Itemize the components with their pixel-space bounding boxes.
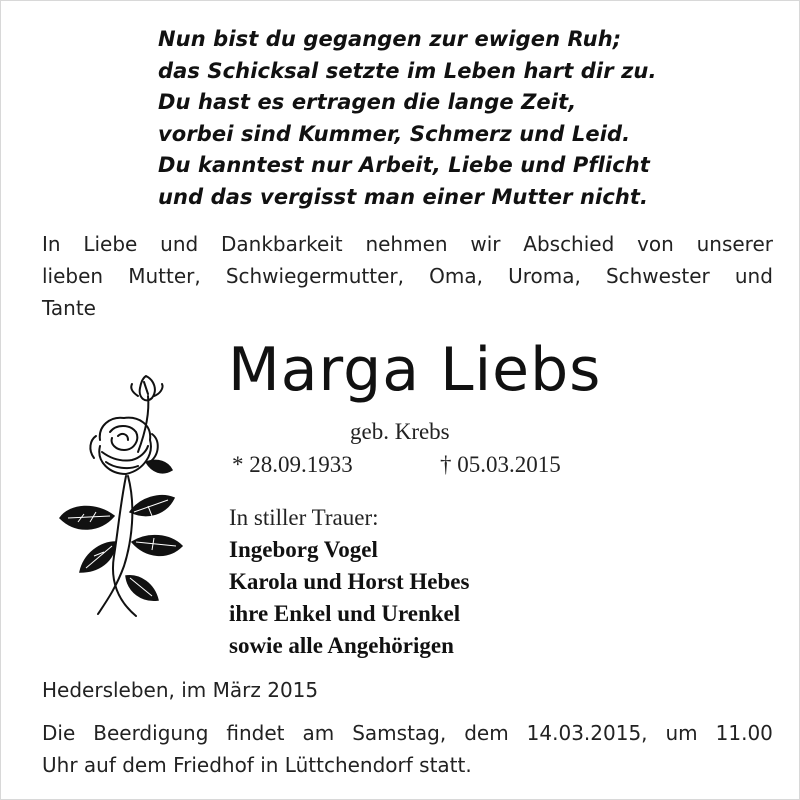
word: Schwiegermutter, [225, 264, 404, 288]
word: am [302, 721, 335, 745]
deceased-name: Marga Liebs [228, 335, 602, 405]
intro-text [42, 228, 773, 324]
birth-date: * 28.09.1933 [232, 452, 353, 477]
word: 11.00 [715, 721, 773, 745]
word: 14.03.2015, [526, 721, 648, 745]
intro-line: Tante [42, 296, 96, 320]
mourner-name: Ingeborg Vogel [229, 537, 378, 562]
death-date: † 05.03.2015 [440, 452, 561, 477]
rose-icon [40, 366, 200, 622]
funeral-info [42, 717, 773, 781]
word: Samstag, [352, 721, 447, 745]
intro-line [42, 260, 773, 292]
word: Mutter, [128, 264, 201, 288]
mourner-name: Karola und Horst Hebes [229, 569, 470, 594]
intro-line [42, 228, 773, 260]
mourners-block [229, 502, 469, 662]
funeral-line: Uhr auf dem Friedhof in Lüttchendorf statt. [42, 753, 472, 777]
word: Abschied [523, 232, 615, 256]
word: Die [42, 721, 76, 745]
word: Beerdigung [93, 721, 209, 745]
word: um [665, 721, 698, 745]
poem-line: und das vergisst man einer Mutter nicht. [158, 184, 649, 209]
poem [158, 24, 678, 213]
word: von [637, 232, 674, 256]
word: und [160, 232, 199, 256]
mourner-name: ihre Enkel und Urenkel [229, 601, 461, 626]
word: In [42, 232, 61, 256]
funeral-line [42, 717, 773, 749]
word: Liebe [83, 232, 138, 256]
word: Schwester [605, 264, 710, 288]
mourners-heading: In stiller Trauer: [229, 505, 379, 530]
word: wir [470, 232, 501, 256]
poem-line: vorbei sind Kummer, Schmerz und Leid. [158, 121, 631, 146]
word: und [734, 264, 773, 288]
poem-line: Nun bist du gegangen zur ewigen Ruh; [158, 27, 622, 51]
poem-line: Du kanntest nur Arbeit, Liebe und Pflicht [158, 153, 650, 177]
word: dem [464, 721, 509, 745]
maiden-name: geb. Krebs [350, 419, 450, 444]
word: findet [226, 721, 285, 745]
poem-line: das Schicksal setzte im Leben hart dir zu. [158, 58, 657, 83]
poem-line: Du hast es ertragen die lange Zeit, [158, 90, 577, 114]
mourner-name: sowie alle Angehörigen [229, 633, 454, 658]
word: nehmen [365, 232, 448, 256]
word: Oma, [429, 264, 483, 288]
word: lieben [42, 264, 104, 288]
word: unserer [696, 232, 773, 256]
place-date: Hedersleben, im März 2015 [42, 678, 319, 702]
word: Dankbarkeit [220, 232, 343, 256]
word: Uroma, [508, 264, 581, 288]
